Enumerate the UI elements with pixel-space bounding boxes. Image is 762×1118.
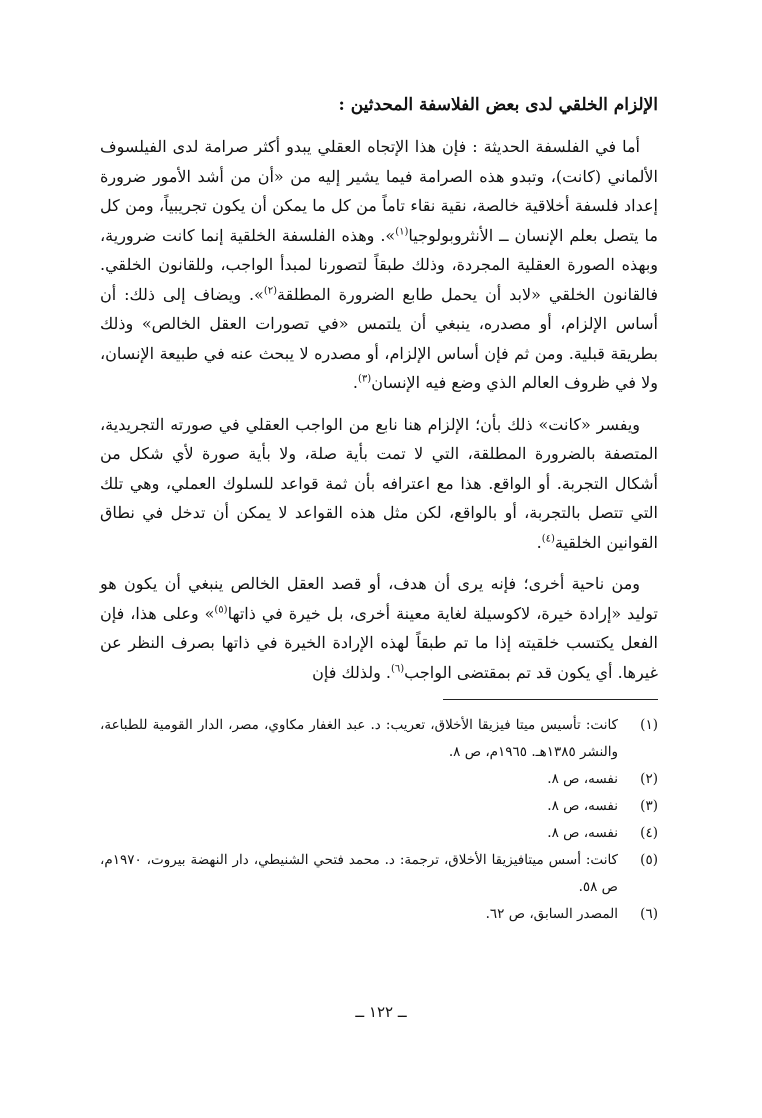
footnote-number: (٥) [640, 852, 658, 868]
footnote-item [100, 901, 658, 928]
footnote-item [100, 793, 658, 820]
paragraph-1 [100, 132, 658, 398]
paragraph-text: أما في الفلسفة الحديثة : فإن هذا الإتجاه العقلي يبدو أكثر صرامة لدى الفيلسوف الألماني (كانت)، وتبدو هذه الصرامة فيما يشير إليه من «أن من أشد الأمور ضرورة إعداد فلسفة أخلاقية خالصة، نقية نقاء تاماً من كل ما يمكن أن يكون تجريبياً، ومن كل ما يتصل بعلم الإنسان ــ الأنثروبولوجيا [100, 137, 658, 245]
paragraph-text: ومن ناحية أخرى؛ فإنه يرى أن هدف، أو قصد العقل الخالص ينبغي أن يكون هو توليد «إرادة خيرة، لاكوسيلة لغاية معينة أخرى، بل خيرة في ذاتها [100, 574, 659, 623]
paragraph-text: . [536, 532, 542, 552]
paragraph-text: ويفسر «كانت» ذلك بأن؛ الإلزام هنا نابع من الواجب العقلي في صورته التجريدية، المتصفة بالضرورة المطلقة، التي لا تمت بأية صلة، ولا بأية صورة لأي شكل من أشكال التجربة. أو الواقع. هذا مع اعترافه بأن ثمة قواعد للسلوك العملي، وهي تلك التي تتصل بالتجربة، أو بالواقع، لكن مثل هذه القواعد لا يمكن أن تدخل في نطاق القوانين الخلقية [100, 414, 659, 552]
document-page [100, 90, 658, 928]
paragraph-2 [100, 410, 658, 558]
paragraph-3 [100, 569, 658, 687]
footnote-divider [443, 699, 658, 700]
paragraph-text: » وعلى هذا، فإن الفعل يكتسب خلقيته إذا ما تم طبقاً لهذه الإرادة الخيرة في ذاتها بصرف النظر عن غيرها. أي يكون قد تم بمقتضى الواجب [100, 603, 658, 682]
page-number: ــ ١٢٢ ــ [355, 1003, 407, 1021]
footnote-number: (١) [640, 717, 658, 733]
footnote-number: (٦) [640, 906, 658, 922]
footnote-ref-1: (١) [395, 226, 409, 238]
footnote-number: (٣) [640, 798, 658, 814]
paragraph-text: . ولذلك فإن [312, 662, 391, 682]
footnote-ref-3: (٣) [358, 373, 372, 385]
footnote-text: كانت: تأسيس ميتا فيزيقا الأخلاق، تعريب: د. عبد الغفار مكاوي، مصر، الدار القومية للطباعة، والنشر ١٣٨٥هـ. ١٩٦٥م، ص ٨. [100, 717, 618, 760]
footnote-ref-5: (٥) [214, 604, 228, 616]
footnote-text: نفسه، ص ٨. [547, 771, 618, 787]
footnote-text: نفسه، ص ٨. [547, 825, 618, 841]
footnote-item [100, 712, 658, 766]
footnote-text: نفسه، ص ٨. [547, 798, 618, 814]
footnote-text: كانت: أسس ميتافيزيقا الأخلاق، ترجمة: د. محمد فتحي الشنيطي، دار النهضة بيروت، ١٩٧٠م، ص ٥٨. [100, 852, 618, 895]
footnote-item [100, 766, 658, 793]
footnote-ref-4: (٤) [541, 533, 555, 545]
footnote-number: (٢) [640, 771, 658, 787]
footnote-item [100, 820, 658, 847]
paragraph-text: . [352, 373, 359, 392]
footnote-text: المصدر السابق، ص ٦٢. [485, 906, 618, 922]
section-heading: الإلزام الخلقي لدى بعض الفلاسفة المحدثين : [338, 95, 658, 115]
footnote-ref-6: (٦) [390, 663, 405, 675]
paragraph-text: ». ويضاف إلى ذلك: أن أساس الإلزام، أو مصدره، ينبغي أن يلتمس «في تصورات العقل الخالص» وذلك بطريقة قبلية. ومن ثم فإن أساس الإلزام، أو مصدره لا يبحث عنه في طبيعة الإنسان، ولا في ظروف العالم الذي وضع فيه الإنسان [100, 284, 658, 392]
footnote-number: (٤) [640, 825, 658, 841]
footnote-ref-2: (٢) [263, 285, 278, 297]
footnotes [100, 712, 658, 928]
paragraph-text: ». وهذه الفلسفة الخلقية إنما كانت ضرورية، وبهذه الصورة العقلية المجردة، وذلك طبقاً لتصورنا لمبدأ الواجب، وللقانون الخلقي. فالقانون الخلقي «لابد أن يحمل طابع الضرورة المطلقة [100, 225, 658, 304]
footnote-item [100, 847, 658, 901]
